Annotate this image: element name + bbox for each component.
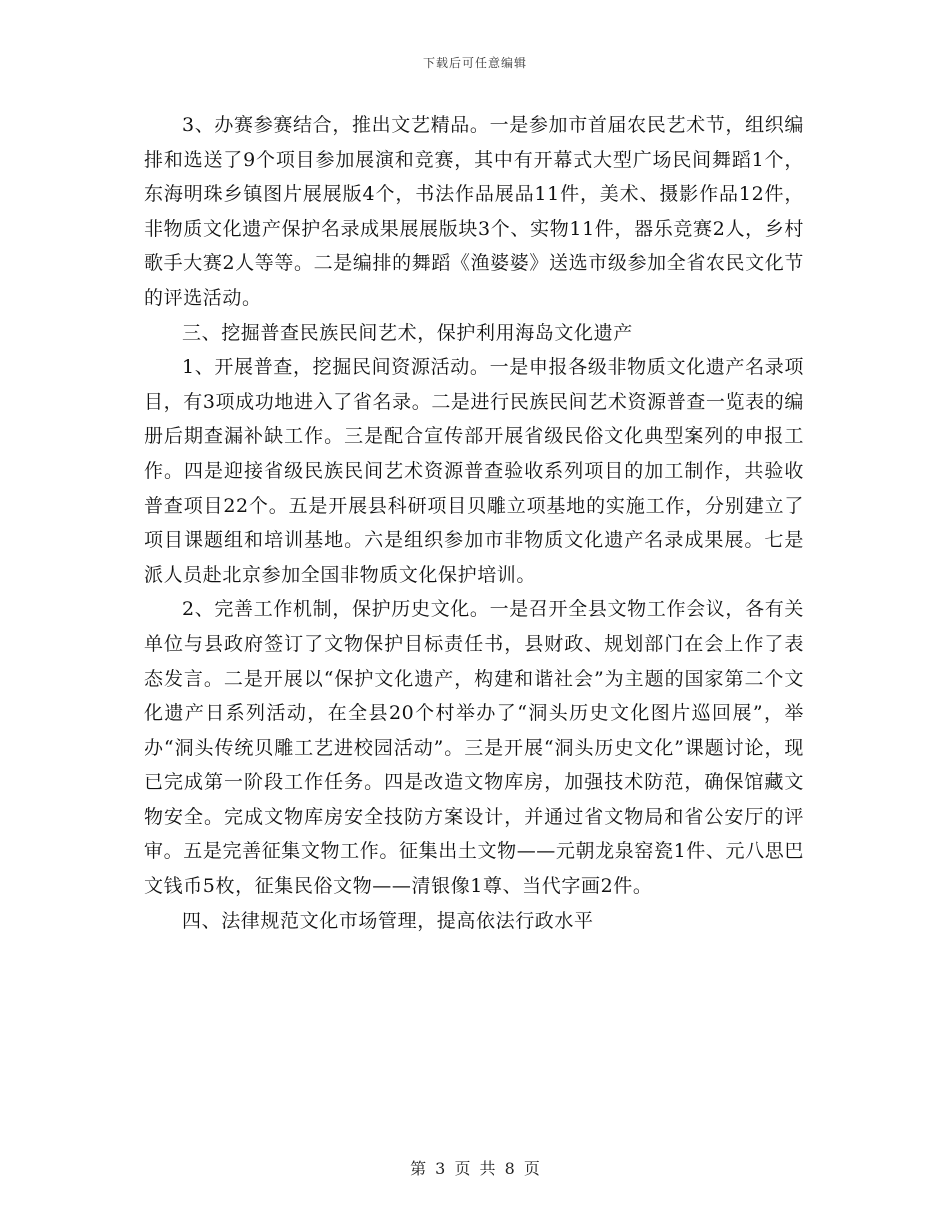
section-heading-market-management: 四、法律规范文化市场管理，提高依法行政水平 <box>182 909 594 932</box>
page-header-note: 下载后可任意编辑 <box>422 56 527 70</box>
paragraph-festival-participation: 3、办赛参赛结合，推出文艺精品。一是参加市首届农民艺术节，组织编排和选送了9个项目参加展演和竞赛，其中有开幕式大型广场民间舞蹈1个，东海明珠乡镇图片展展版4个，书法作品展品11件，美术、摄影作品12件，非物质文化遗产保护名录成果展展版块3个、实物11件，器乐竞赛2人，乡村歌手大赛2人等等。二是编排的舞蹈《渔婆婆》送选市级参加全省农民文化节的评选活动。 <box>144 114 804 309</box>
document-body <box>144 108 804 938</box>
paragraph-history-protection: 2、完善工作机制，保护历史文化。一是召开全县文物工作会议，各有关单位与县政府签订了文物保护目标责任书，县财政、规划部门在会上作了表态发言。二是开展以“保护文化遗产，构建和谐社会”为主题的国家第二个文化遗产日系列活动，在全县20个村举办了“洞头历史文化图片巡回展”，举办“洞头传统贝雕工艺进校园活动”。三是开展“洞头历史文化”课题讨论，现已完成第一阶段工作任务。四是改造文物库房，加强技术防范，确保馆藏文物安全。完成文物库房安全技防方案设计，并通过省文物局和省公安厅的评审。五是完善征集文物工作。征集出土文物——元朝龙泉窑瓷1件、元八思巴文钱币5枚，征集民俗文物——清银像1尊、当代字画2件。 <box>144 598 804 898</box>
paragraph-survey-resources: 1、开展普查，挖掘民间资源活动。一是申报各级非物质文化遗产名录项目，有3项成功地进入了省名录。二是进行民族民间艺术资源普查一览表的编册后期查漏补缺工作。三是配合宣传部开展省级民俗文化典型案列的申报工作。四是迎接省级民族民间艺术资源普查验收系列项目的加工制作，共验收普查项目22个。五是开展县科研项目贝雕立项基地的实施工作，分别建立了项目课题组和培训基地。六是组织参加市非物质文化遗产名录成果展。七是派人员赴北京参加全国非物质文化保护培训。 <box>144 356 804 586</box>
section-heading-folk-art: 三、挖掘普查民族民间艺术，保护利用海岛文化遗产 <box>182 321 633 344</box>
page-number: 第 3 页 共 8 页 <box>410 1159 540 1178</box>
